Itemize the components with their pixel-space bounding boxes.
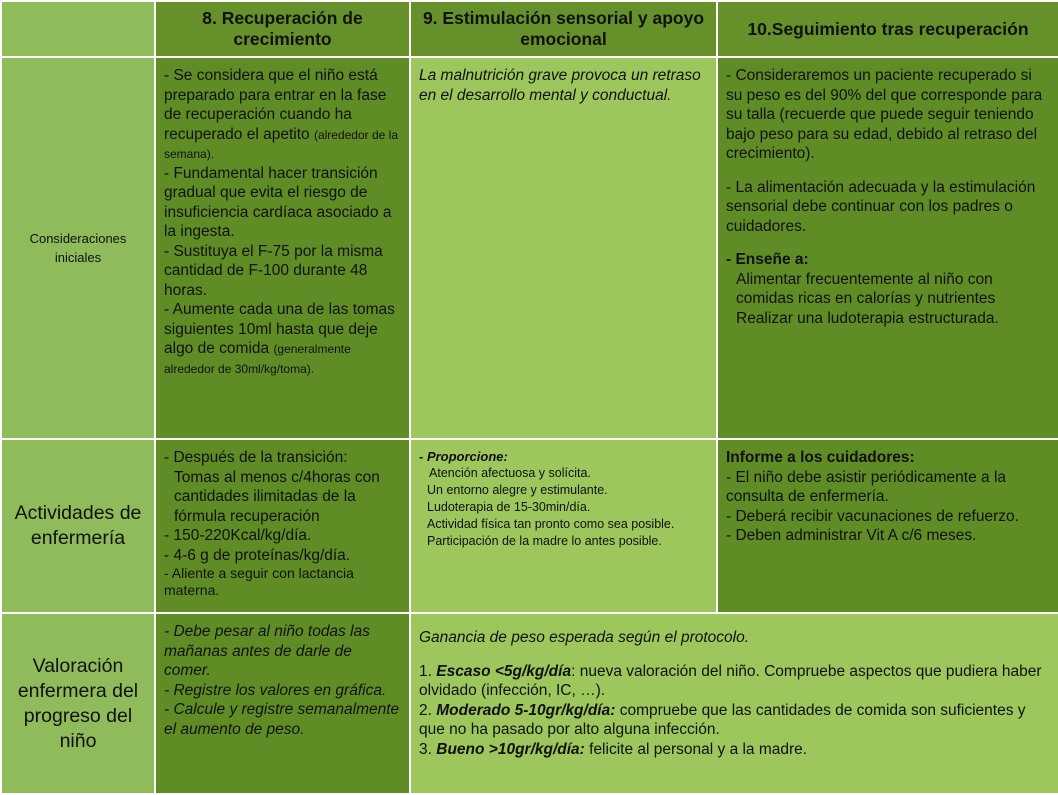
header-col9: 9. Estimulación sensorial y apoyo emocional — [410, 1, 717, 57]
text-line: - 4-6 g de proteínas/kg/día. — [164, 546, 351, 564]
list-item: 3. Bueno >10gr/kg/día: felicite al personal y a la madre. — [419, 740, 808, 758]
text-line: - Aumente cada una de las tomas siguientes 10ml hasta que deje algo de comida (generalmente alrededor de 30ml/kg/toma). — [164, 301, 395, 376]
row-actividades — [1, 439, 1058, 613]
list-item: Ludoterapia de 15-30min/día. — [427, 500, 591, 514]
list-item: Actividad física tan pronto como sea posible. — [427, 517, 675, 531]
cell-actividades-col9 — [410, 439, 717, 613]
text-line: - Aliente a seguir con lactancia materna. — [164, 565, 354, 598]
cell-actividades-col10 — [717, 439, 1058, 613]
row-label-consideraciones: Consideraciones iniciales — [1, 57, 155, 439]
cell-actividades-col8 — [155, 439, 410, 613]
text-line: - Calcule y registre semanalmente el aumento de peso. — [164, 701, 400, 738]
row-label-actividades: Actividades de enfermería — [1, 439, 155, 613]
text-line: La malnutrición grave provoca un retraso en el desarrollo mental y conductual. — [419, 67, 701, 104]
text-line: Tomas al menos c/4horas con cantidades ilimitadas de la fórmula recuperación — [174, 468, 380, 525]
row-consideraciones — [1, 57, 1058, 439]
text-line: - Enseñe a: — [726, 251, 809, 268]
header-col8: 8. Recuperación de crecimiento — [155, 1, 410, 57]
list-item: Alimentar frecuentemente al niño con comidas ricas en calorías y nutrientes — [736, 270, 996, 307]
text-line: - Después de la transición: — [164, 449, 348, 466]
row-valoracion — [1, 613, 1058, 794]
list-item: Realizar una ludoterapia estructurada. — [736, 309, 999, 327]
text-line: - Deberá recibir vacunaciones de refuerzo. — [726, 507, 1019, 525]
cell-valoracion-col8 — [155, 613, 410, 794]
text-line: - Consideraremos un paciente recuperado si su peso es del 90% del que corresponde para su talla (recuerde que puede seguir teniendo bajo peso para su edad, debido al retraso del crecimiento). — [726, 67, 1043, 162]
list-item: 2. Moderado 5-10gr/kg/día: compruebe que las cantidades de comida son suficientes y que no ha pasado por alto alguna infección. — [419, 701, 1026, 738]
text-line: - El niño debe asistir periódicamente a la consulta de enfermería. — [726, 468, 1007, 505]
corner-cell — [1, 1, 155, 57]
list-item: 1. Escaso <5g/kg/día: nueva valoración del niño. Compruebe aspectos que pudiera haber olvidado (infección, IC, …). — [419, 662, 1042, 699]
text-line: Ganancia de peso esperada según el protocolo. — [419, 629, 750, 646]
text-line: - 150-220Kcal/kg/día. — [164, 527, 312, 544]
text-line: - Fundamental hacer transición gradual que evita el riesgo de insuficiencia cardíaca asociado a la ingesta. — [164, 164, 392, 240]
text-line: - Debe pesar al niño todas las mañanas antes de darle de comer. — [164, 623, 370, 679]
row-label-valoracion: Valoración enfermera del progreso del niño — [1, 613, 155, 794]
cell-consideraciones-col10 — [717, 57, 1058, 439]
text-line: Informe a los cuidadores: — [726, 449, 915, 466]
text-line: - Sustituya el F-75 por la misma cantidad de F-100 durante 48 horas. — [164, 242, 383, 299]
list-item: Un entorno alegre y estimulante. — [427, 483, 608, 497]
text-line: - La alimentación adecuada y la estimulación sensorial debe continuar con los padres o cuidadores. — [726, 178, 1036, 235]
cell-consideraciones-col8 — [155, 57, 410, 439]
cell-consideraciones-col9 — [410, 57, 717, 439]
list-item: Participación de la madre lo antes posible. — [427, 534, 662, 548]
header-col10: 10.Seguimiento tras recuperación — [717, 1, 1058, 57]
text-line: - Proporcione: — [419, 449, 508, 464]
list-item: Atención afectuosa y solícita. — [429, 466, 591, 480]
text-line: - Registre los valores en gráfica. — [164, 681, 387, 699]
header-row — [1, 1, 1058, 57]
text-line: - Se considera que el niño está preparado para entrar en la fase de recuperación cuando ha recuperado el apetito (alrededor de la semana). — [164, 67, 399, 161]
text-line: - Deben administrar Vit A c/6 meses. — [726, 527, 977, 544]
cell-valoracion-col9-10 — [410, 613, 1058, 794]
